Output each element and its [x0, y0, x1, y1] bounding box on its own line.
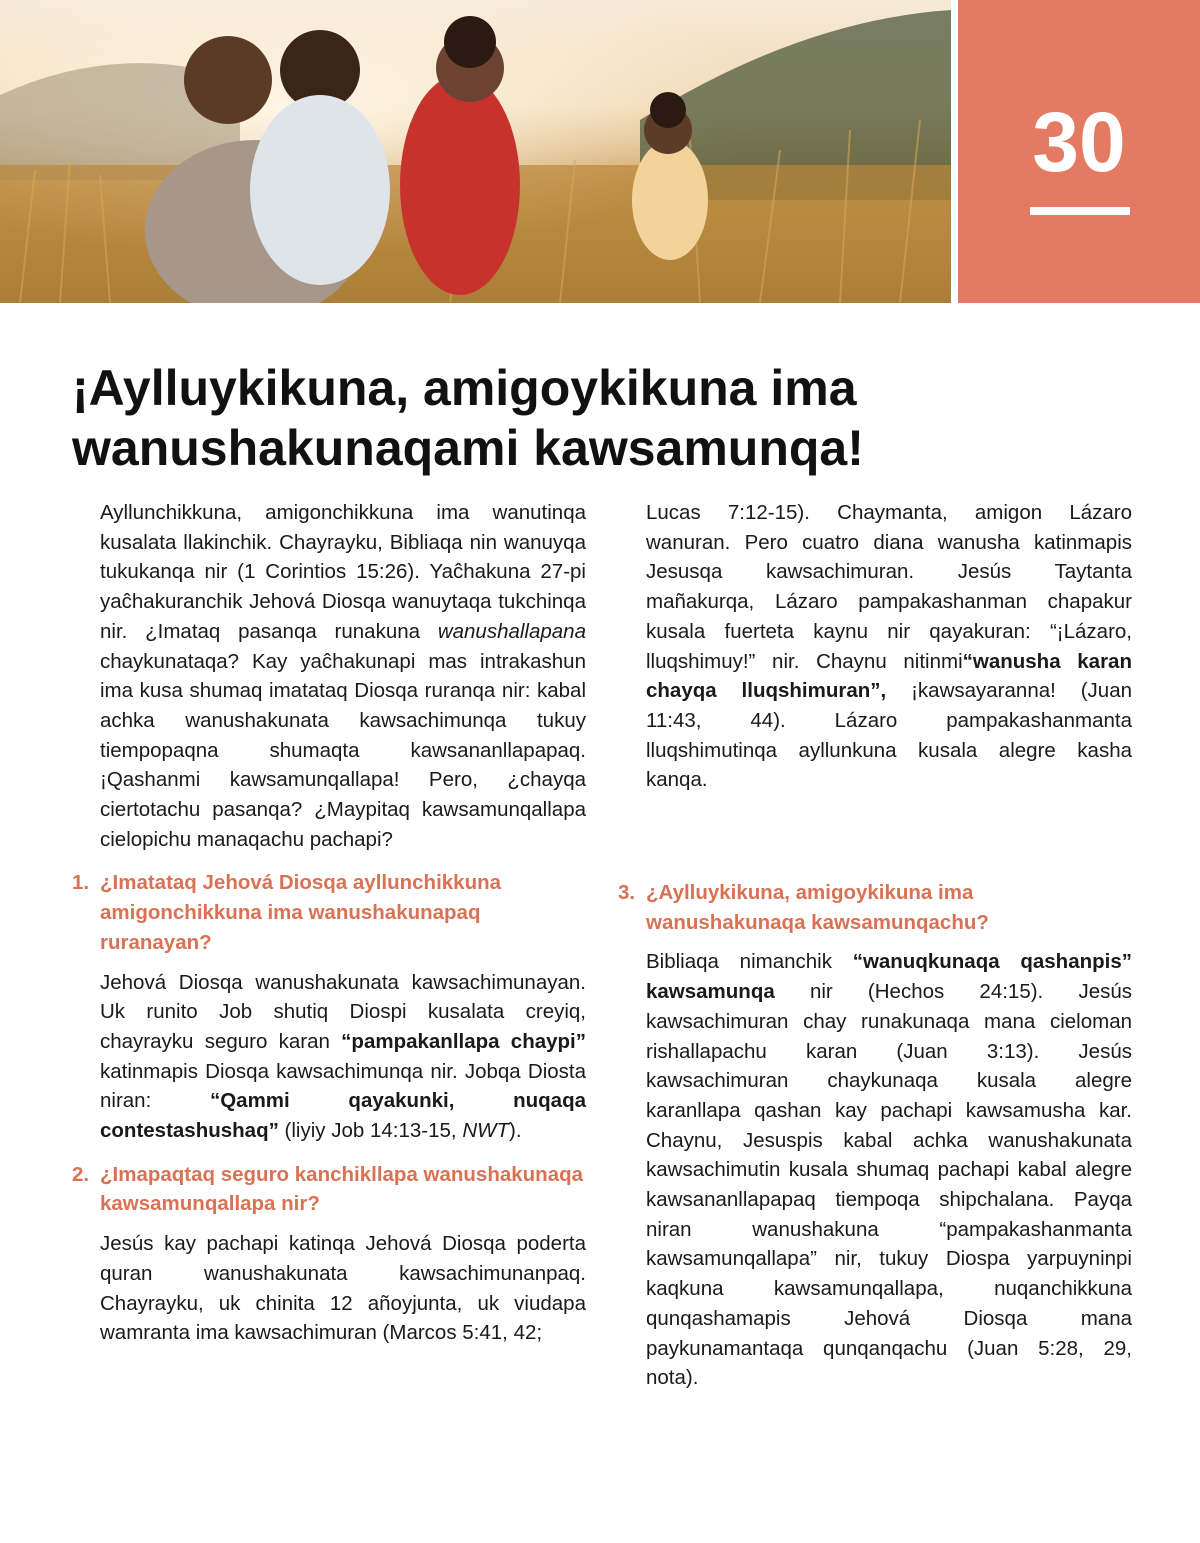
- family-photo-illustration: [0, 0, 951, 303]
- question-text: ¿Imapaqtaq seguro kanchikllapa wanushakunaqa kawsamunqallapa nir?: [100, 1162, 584, 1216]
- question-number: 2.: [72, 1162, 90, 1186]
- question-text: ¿Aylluykikuna, amigoykikuna ima wanushakunaqa kawsamunqachu?: [646, 881, 989, 934]
- intro-paragraph: Ayllunchikkuna, amigonchikkuna ima wanutinqa kusalata llakinchik. Chayrayku, Bibliaqa nin wanuyqa tukukanqa nir (1 Corintios 15:26). Yaĉhakuna 27-pi yaĉhakuranchik Jehová Diosqa wanuytaqa tukchinqa nir. ¿Imataq pasanqa runakuna wanushallapana chaykunataqa? Kay yaĉhakunapi mas intrakashun ima kusa shumaq imatataq Diosqa ruranqa nir: kabal achka wanushakunata kawsachimunqa tukuy tiempopaqna shumaqta kawsananllapapaq. ¡Qashanmi kawsamunqallapa! Pero, ¿chayqa ciertotachu pasanqa? ¿Maypitaq kawsamunqallapa cielopichu manaqachu pachapi?: [100, 501, 586, 851]
- lesson-number-underline: [1030, 207, 1130, 215]
- answer-paragraph: Jesús kay pachapi katinqa Jehová Diosqa poderta quran wanushakunata kawsachimunanpaq. Chayrayku, uk chinita 12 añoyjunta, uk viudapa wamranta ima kawsachimuran (Marcos 5:41, 42;: [100, 1232, 586, 1345]
- question-number: 3.: [618, 881, 636, 904]
- answer-paragraph: Jehová Diosqa wanushakunata kawsachimunayan. Uk runito Job shutiq Diospi kusalata creyiq, chayrayku seguro karan “pampakanllapa chaypi” katinmapis Diosqa kawsachimunqa nir. Jobqa Diosta niran: “Qammi qayakunki, nuqaqa contestashushaq” (liyiy Job 14:13-15, NWT).: [100, 970, 586, 1143]
- hero-photo: [0, 0, 951, 303]
- question-number: 1.: [72, 871, 90, 895]
- question-text: ¿Imatataq Jehová Diosqa ayllunchikkuna amigonchikkuna ima wanushakunapaq ruranayan?: [100, 871, 502, 954]
- question-heading: [72, 1160, 586, 1219]
- page-title: ¡Aylluykikuna, amigoykikuna ima wanushakunaqami kawsamunqa!: [72, 360, 864, 476]
- answer-paragraph-continued: Lucas 7:12-15). Chaymanta, amigon Lázaro wanuran. Pero cuatro diana wanusha katinmapis Jesusqa kawsachimuran. Jesús Taytanta mañakurqa, Lázaro pampakashanman chapakur kusala fuerteta kaynu nir qayakuran: “¡Lázaro, lluqshimuy!” nir. Chaynu nitinmi“wanusha karan chayqa lluqshimuran”, ¡kawsayaranna! (Juan 11:43, 44). Lázaro pampakashanmanta lluqshimutinqa ayllunkuna kusala alegre kasha kanqa.: [646, 501, 1132, 792]
- lesson-number: 30: [1032, 95, 1126, 189]
- lesson-number-badge: [958, 0, 1200, 303]
- question-heading: [72, 868, 586, 957]
- right-column-section-3: [618, 878, 1132, 1393]
- left-column: [72, 498, 586, 1348]
- answer-paragraph: Bibliaqa nimanchik “wanuqkunaqa qashanpis” kawsamunqa nir (Hechos 24:15). Jesús kawsachimuran chay runakunaqa mana cieloman rishallapachu karan (Juan 3:13). Jesús kawsachimuran chaykunaqa kusala alegre karanllapa qashan kay pachapi kawsamusha kar. Chaynu, Jesuspis kabal achka wanushakunata kawsachimutin kusala shumaq pachapi kabal alegre kawsananllapapaq tiempoqa shipchalana. Payqa niran wanushakuna “pampakashanmanta kawsamunqallapa” nir, tukuy Diospa yarpuyninpi kaqkuna kawsamunqallapa, nuqanchikkuna qunqashamapis Jehová Diosqa mana paykunamantaqa qunqanqachu (Juan 5:28, 29, nota).: [646, 950, 1132, 1390]
- right-column: [646, 498, 1132, 795]
- question-heading: [618, 878, 1132, 937]
